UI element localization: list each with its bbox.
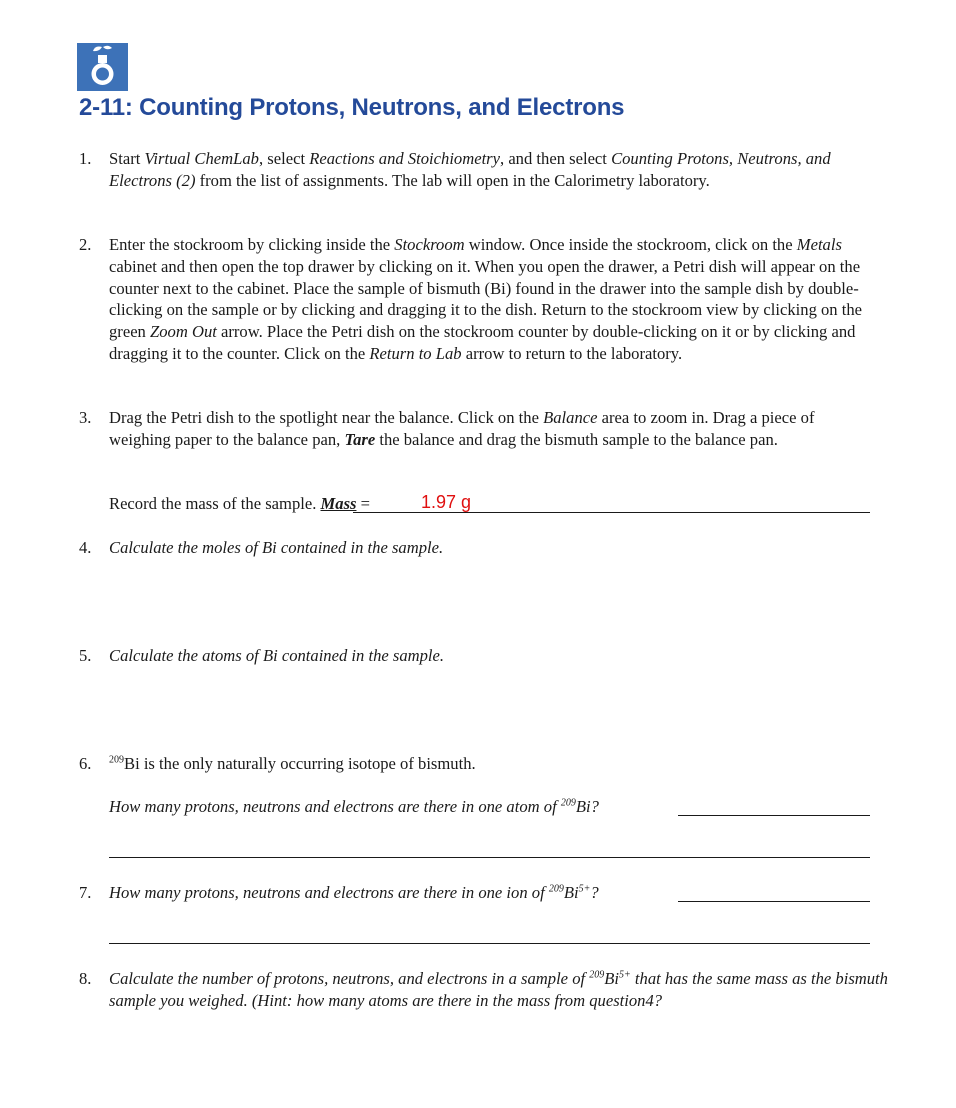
mass-answer[interactable]: 1.97 g: [421, 492, 472, 512]
page-title: 2-11: Counting Protons, Neutrons, and Electrons: [79, 94, 625, 121]
superscript: 209: [548, 883, 564, 895]
text-run: Virtual ChemLab: [144, 149, 259, 168]
question-text: [109, 968, 909, 1012]
question-text: [109, 753, 879, 775]
text-run: Bi: [563, 883, 579, 902]
text-run: Drag the Petri dish to the spotlight near the balance. Click on the: [109, 408, 544, 427]
answer-line-6b[interactable]: [109, 857, 870, 858]
text-run: Metals: [796, 235, 842, 254]
text-run: from the list of assignments. The lab will open in the Calorimetry laboratory.: [195, 170, 710, 190]
superscript: 209: [560, 797, 576, 809]
text-run: arrow. Place the Petri dish on the stockroom counter by double-clicking on it or by clicking and dragging it to the counter. Click on the: [109, 322, 856, 363]
text-run: Stockroom: [394, 235, 465, 254]
record-mass-line: [109, 493, 370, 515]
text-run: ?: [590, 883, 599, 902]
mass-label: Mass: [320, 494, 357, 513]
superscript: 209: [589, 969, 605, 981]
question-number: 2.: [79, 235, 92, 254]
text-run: window. Once inside the stockroom, click on the: [464, 235, 797, 254]
answer-line-7b[interactable]: [109, 943, 870, 944]
question-6-prompt: [109, 796, 599, 818]
text-run: cabinet and then open the top drawer by clicking on it. When you open the drawer, a Petri dish will appear on the counter next to the cabinet. Place the sample of bismuth (Bi) found in the drawer into the sample dish by double-clicking on the sample or by clicking and dragging it to the dish. Return to the stockroom view by clicking on the green: [109, 256, 863, 342]
answer-line-7a[interactable]: [678, 901, 870, 902]
question-number: 7.: [79, 883, 92, 902]
superscript: 5+: [619, 969, 631, 981]
mass-equals: =: [356, 494, 370, 513]
question-text: [109, 537, 879, 559]
superscript: 5+: [578, 883, 591, 895]
text-run: Balance: [543, 408, 598, 427]
text-run: Return to Lab: [369, 343, 462, 363]
text-run: arrow to return to the laboratory.: [461, 343, 683, 363]
question-text: [109, 407, 879, 451]
question-number: 8.: [79, 969, 92, 988]
answer-line-6a[interactable]: [678, 815, 870, 816]
text-run: area to zoom in. Drag a piece of weighing paper to the balance pan,: [109, 408, 815, 449]
superscript: 209: [109, 754, 124, 766]
text-run: Bi is the only naturally occurring isotope of bismuth.: [124, 754, 476, 773]
text-run: that has the same mass as the bismuth sample you weighed. (Hint: how many atoms are there in the mass from question4?: [109, 969, 888, 1010]
record-prefix: Record the mass of the sample.: [109, 494, 321, 513]
text-run: How many protons, neutrons and electrons are there in one atom of: [109, 797, 561, 816]
text-run: How many protons, neutrons and electrons are there in one ion of: [109, 883, 549, 902]
text-run: Calculate the number of protons, neutrons, and electrons in a sample of: [109, 969, 590, 988]
text-run: Counting Protons, Neutrons, and Electrons (2): [109, 149, 831, 190]
text-run: Calculate the moles of Bi contained in the sample.: [109, 538, 444, 557]
text-run: Tare: [344, 429, 376, 449]
mass-answer-line: [353, 512, 870, 513]
text-run: Calculate the atoms of Bi contained in the sample.: [109, 646, 445, 665]
question-number: 1.: [79, 149, 92, 168]
text-run: Start: [109, 149, 145, 168]
text-run: , and then select: [500, 149, 612, 168]
text-run: the balance and drag the bismuth sample to the balance pan.: [375, 429, 778, 449]
text-run: Enter the stockroom by clicking inside the: [109, 235, 395, 254]
chemlab-logo: [77, 43, 128, 91]
text-run: , select: [258, 149, 310, 168]
text-run: Bi?: [575, 797, 599, 816]
question-text: [109, 234, 879, 365]
text-run: Bi: [604, 969, 620, 988]
text-run: Zoom Out: [150, 322, 217, 342]
question-text: [109, 148, 879, 192]
question-number: 4.: [79, 538, 92, 557]
question-number: 5.: [79, 646, 92, 665]
question-text: [109, 645, 879, 667]
text-run: Reactions and Stoichiometry: [309, 149, 501, 168]
question-number: 6.: [79, 754, 92, 773]
question-number: 3.: [79, 408, 92, 427]
flask-icon: [77, 43, 128, 91]
